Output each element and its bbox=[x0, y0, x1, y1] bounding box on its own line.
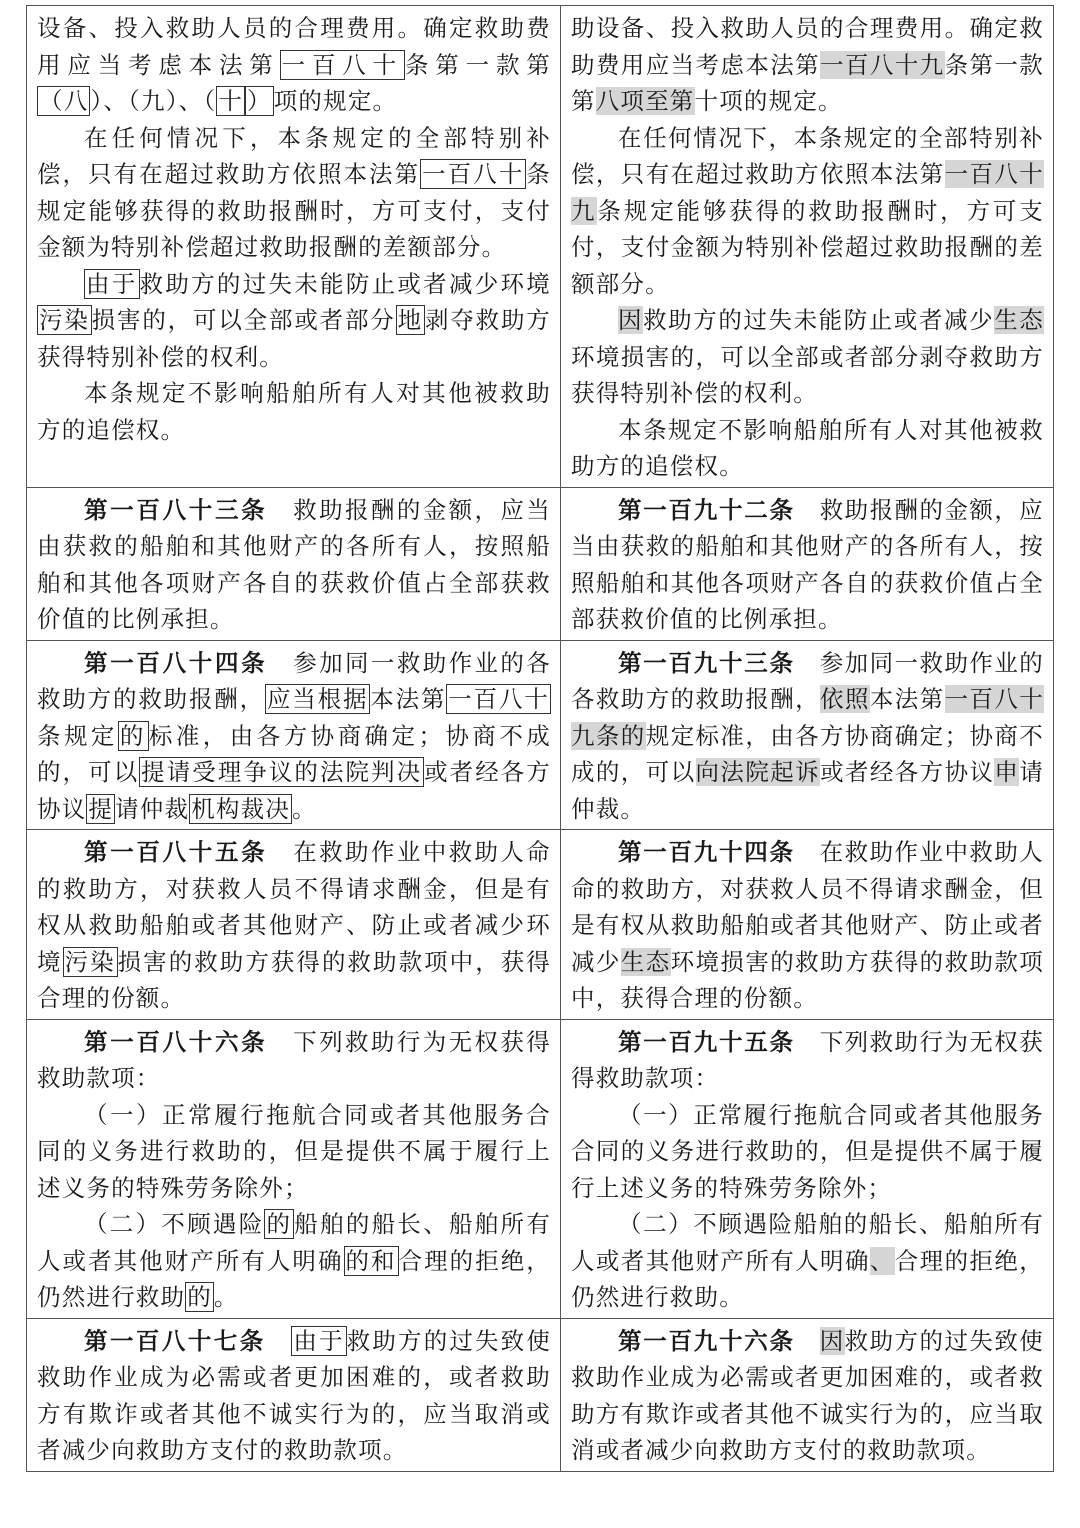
article-number: 第一百八十五条 bbox=[84, 838, 268, 866]
paragraph bbox=[37, 375, 551, 448]
text-run: 损害的救助方获得的救助款项中，获得合理的份额。 bbox=[37, 947, 552, 1012]
text-run: 救助报酬的金额，应当由获救的船舶和其他财产的各所有人，按照船舶和其他各项财产各自的获救价值占全部获救价值的比例承担。 bbox=[37, 495, 551, 633]
paragraph bbox=[37, 645, 551, 828]
boxed-text: 的 bbox=[266, 1210, 293, 1238]
paragraph bbox=[571, 1323, 1044, 1469]
article-number: 第一百九十六条 bbox=[618, 1326, 795, 1355]
text-run: 规定标准，由各方协商确定；协商不成的，可以 bbox=[571, 721, 1044, 786]
text-run: 。 bbox=[213, 1283, 239, 1311]
text-run: 救助方的过失未能防止或者减少环境 bbox=[139, 269, 552, 298]
paragraph bbox=[37, 10, 551, 120]
text-run: （二）不顾遇险船舶的船长、船舶所有人或者其他财产所有人明确 bbox=[571, 1210, 1044, 1275]
text-run: 标准，由各方协商确定；协商不成的，可以 bbox=[37, 721, 552, 786]
boxed-text: 污染 bbox=[39, 306, 90, 334]
text-run: （一）正常履行拖航合同或者其他服务合同的义务进行救助的，但是提供不属于履行上述义务的特殊劳务除外； bbox=[571, 1100, 1044, 1202]
old-text-cell bbox=[27, 487, 561, 640]
text-run: 或者经各方协议 bbox=[37, 758, 552, 823]
table-row bbox=[27, 1019, 1054, 1318]
article-number: 第一百九十五条 bbox=[618, 1027, 795, 1056]
new-text-cell bbox=[561, 487, 1054, 640]
text-run: 合理的拒绝，仍然进行救助 bbox=[37, 1246, 552, 1311]
text-run: 救助报酬的金额，应当由获救的船舶和其他财产的各所有人，按照船舶和其他各项财产各自的获救价值占全部获救价值的比例承担。 bbox=[571, 495, 1044, 633]
old-text-cell bbox=[27, 830, 561, 1020]
highlighted-text: 因 bbox=[618, 306, 644, 334]
text-run: 下列救助行为无权获得救助款项： bbox=[37, 1027, 551, 1092]
boxed-text: 污染 bbox=[64, 947, 116, 976]
text-run: 船舶的船长、船舶所有人或者其他财产所有人明确 bbox=[37, 1210, 552, 1275]
highlighted-text: 一百八十九 bbox=[820, 50, 945, 79]
highlighted-text: 生态 bbox=[620, 947, 671, 976]
article-number: 第一百八十四条 bbox=[84, 648, 268, 677]
text-run: 条规定 bbox=[37, 721, 118, 750]
highlighted-text: 生态 bbox=[994, 306, 1044, 334]
highlighted-text: 一百八十九条的 bbox=[571, 685, 1044, 750]
text-run: 环境损害的，可以全部或者部分剥夺救助方获得特别补偿的权利。 bbox=[571, 342, 1044, 407]
paragraph bbox=[37, 492, 551, 638]
text-run: 项的规定。 bbox=[273, 87, 398, 115]
text-run: 损害的，可以全部或者部分 bbox=[91, 306, 396, 334]
text-run: 本法第 bbox=[370, 685, 447, 713]
new-text-cell bbox=[561, 640, 1054, 830]
text-run: 在任何情况下，本条规定的全部特别补偿，只有在超过救助方依照本法第 bbox=[37, 123, 551, 188]
paragraph bbox=[571, 412, 1044, 485]
text-run: （二）不顾遇险 bbox=[84, 1210, 265, 1238]
text-run: 条规定能够获得的救助报酬时，方可支付，支付金额为特别补偿超过救助报酬的差额部分。 bbox=[571, 196, 1044, 298]
text-run: 救助方的过失致使救助作业成为必需或者更加困难的，或者救助方有欺诈或者其他不诚实行为的，应当取消或者减少向救助方支付的救助款项。 bbox=[571, 1326, 1044, 1464]
article-number: 第一百八十三条 bbox=[84, 495, 268, 524]
highlighted-text: 申 bbox=[994, 758, 1020, 786]
text-run: ）、（九）、（ bbox=[90, 87, 217, 115]
paragraph bbox=[571, 1206, 1044, 1316]
comparison-table bbox=[26, 5, 1054, 1472]
text-run: （一）正常履行拖航合同或者其他服务合同的义务进行救助的，但是提供不属于履行上述义务的特殊劳务除外； bbox=[37, 1100, 551, 1202]
boxed-text: ） bbox=[247, 87, 272, 115]
article-number: 第一百九十二条 bbox=[618, 495, 795, 524]
new-text-cell bbox=[561, 1019, 1054, 1318]
text-run: 设备、投入救助人员的合理费用。确定救助费用应当考虑本法第 bbox=[37, 14, 551, 79]
highlighted-text: 因 bbox=[819, 1326, 845, 1355]
paragraph bbox=[571, 1097, 1044, 1207]
paragraph bbox=[37, 1097, 551, 1207]
text-run: 条第一款第 bbox=[571, 50, 1045, 115]
table-row bbox=[27, 640, 1054, 830]
paragraph bbox=[571, 120, 1044, 303]
old-text-cell bbox=[27, 6, 561, 488]
boxed-text: 的和 bbox=[345, 1246, 397, 1275]
paragraph bbox=[571, 1024, 1044, 1097]
boxed-text: 由于 bbox=[86, 269, 138, 298]
paragraph bbox=[571, 302, 1044, 412]
boxed-text: 一百八十 bbox=[448, 685, 549, 713]
highlighted-text: 、 bbox=[869, 1246, 895, 1275]
text-run: 在救助作业中救助人命的救助方，对获救人员不得请求酬金，但是有权从救助船舶或者其他财产、防止或者减少 bbox=[571, 838, 1044, 976]
boxed-text: 提请受理争议的法院判决 bbox=[141, 758, 423, 786]
text-run: 参加同一救助作业的各救助方的救助报酬， bbox=[37, 648, 551, 713]
text-run: 助设备、投入救助人员的合理费用。确定救助费用应当考虑本法第 bbox=[571, 14, 1044, 79]
text-run: 。 bbox=[292, 794, 317, 823]
old-text-cell bbox=[27, 640, 561, 830]
paragraph bbox=[37, 834, 551, 1017]
text-run: 本条规定不影响船舶所有人对其他被救助方的追偿权。 bbox=[37, 379, 551, 444]
text-run: 或者经各方协议 bbox=[820, 758, 995, 786]
text-run: 本条规定不影响船舶所有人对其他被救助方的追偿权。 bbox=[571, 415, 1044, 480]
text-run: 条规定能够获得的救助报酬时，方可支付，支付金额为特别补偿超过救助报酬的差额部分。 bbox=[37, 160, 551, 261]
old-text-cell bbox=[27, 1318, 561, 1471]
paragraph bbox=[571, 10, 1044, 120]
text-run: 下列救助行为无权获得救助款项： bbox=[571, 1027, 1044, 1092]
boxed-text: 十 bbox=[218, 87, 244, 115]
comparison-table-body bbox=[27, 6, 1054, 1472]
article-number: 第一百九十三条 bbox=[618, 648, 795, 677]
new-text-cell bbox=[561, 830, 1054, 1020]
table-row bbox=[27, 487, 1054, 640]
text-run bbox=[266, 1327, 292, 1355]
table-row bbox=[27, 6, 1054, 488]
paragraph bbox=[37, 1323, 551, 1469]
boxed-text: 由于 bbox=[293, 1326, 345, 1355]
highlighted-text: 向法院起诉 bbox=[695, 758, 821, 786]
highlighted-text: 依照 bbox=[820, 685, 870, 713]
boxed-text: 一百八十 bbox=[422, 160, 525, 188]
highlighted-text: 八项至第 bbox=[595, 87, 695, 115]
text-run: 环境损害的救助方获得的救助款项中，获得合理的份额。 bbox=[571, 947, 1044, 1012]
new-text-cell bbox=[561, 6, 1054, 488]
paragraph bbox=[571, 834, 1044, 1017]
paragraph bbox=[37, 120, 551, 266]
text-run: 合理的拒绝，仍然进行救助。 bbox=[571, 1246, 1044, 1311]
old-text-cell bbox=[27, 1019, 561, 1318]
text-run: 请仲裁 bbox=[115, 794, 190, 823]
new-text-cell bbox=[561, 1318, 1054, 1471]
text-run: 剥夺救助方获得特别补偿的权利。 bbox=[37, 306, 552, 371]
text-run bbox=[795, 1327, 820, 1355]
boxed-text: 一百八十 bbox=[281, 50, 403, 79]
text-run: 救助方的过失未能防止或者减少 bbox=[643, 306, 995, 334]
paragraph bbox=[37, 1024, 551, 1097]
text-run: 条第一款第 bbox=[404, 50, 551, 79]
article-number: 第一百八十七条 bbox=[84, 1326, 266, 1355]
text-run: 在救助作业中救助人命的救助方，对获救人员不得请求酬金，但是有权从救助船舶或者其他财产、防止或者减少环境 bbox=[37, 838, 551, 976]
text-run: 请仲裁。 bbox=[571, 758, 1045, 823]
highlighted-text: 一百八十九 bbox=[571, 160, 1044, 225]
boxed-text: 地 bbox=[397, 306, 423, 334]
paragraph bbox=[571, 645, 1044, 828]
boxed-text: 的 bbox=[187, 1283, 212, 1311]
text-run: 救助方的过失致使救助作业成为必需或者更加困难的，或者救助方有欺诈或者其他不诚实行为的，应当取消或者减少向救助方支付的救助款项。 bbox=[37, 1326, 552, 1464]
boxed-text: 机构裁决 bbox=[191, 794, 291, 823]
article-number: 第一百八十六条 bbox=[84, 1027, 268, 1056]
text-run: 本法第 bbox=[869, 685, 945, 713]
boxed-text: （八 bbox=[39, 87, 89, 115]
table-row bbox=[27, 1318, 1054, 1471]
table-row bbox=[27, 830, 1054, 1020]
paragraph bbox=[571, 492, 1044, 638]
article-number: 第一百九十四条 bbox=[618, 838, 795, 866]
paragraph bbox=[37, 266, 551, 376]
text-run: 十项的规定。 bbox=[694, 87, 843, 115]
boxed-text: 的 bbox=[119, 721, 147, 750]
paragraph bbox=[37, 1206, 551, 1316]
boxed-text: 应当根据 bbox=[266, 685, 369, 713]
boxed-text: 提 bbox=[88, 794, 114, 823]
text-run: 在任何情况下，本条规定的全部特别补偿，只有在超过救助方依照本法第 bbox=[571, 123, 1044, 188]
text-run: 参加同一救助作业的各救助方的救助报酬， bbox=[571, 648, 1044, 713]
